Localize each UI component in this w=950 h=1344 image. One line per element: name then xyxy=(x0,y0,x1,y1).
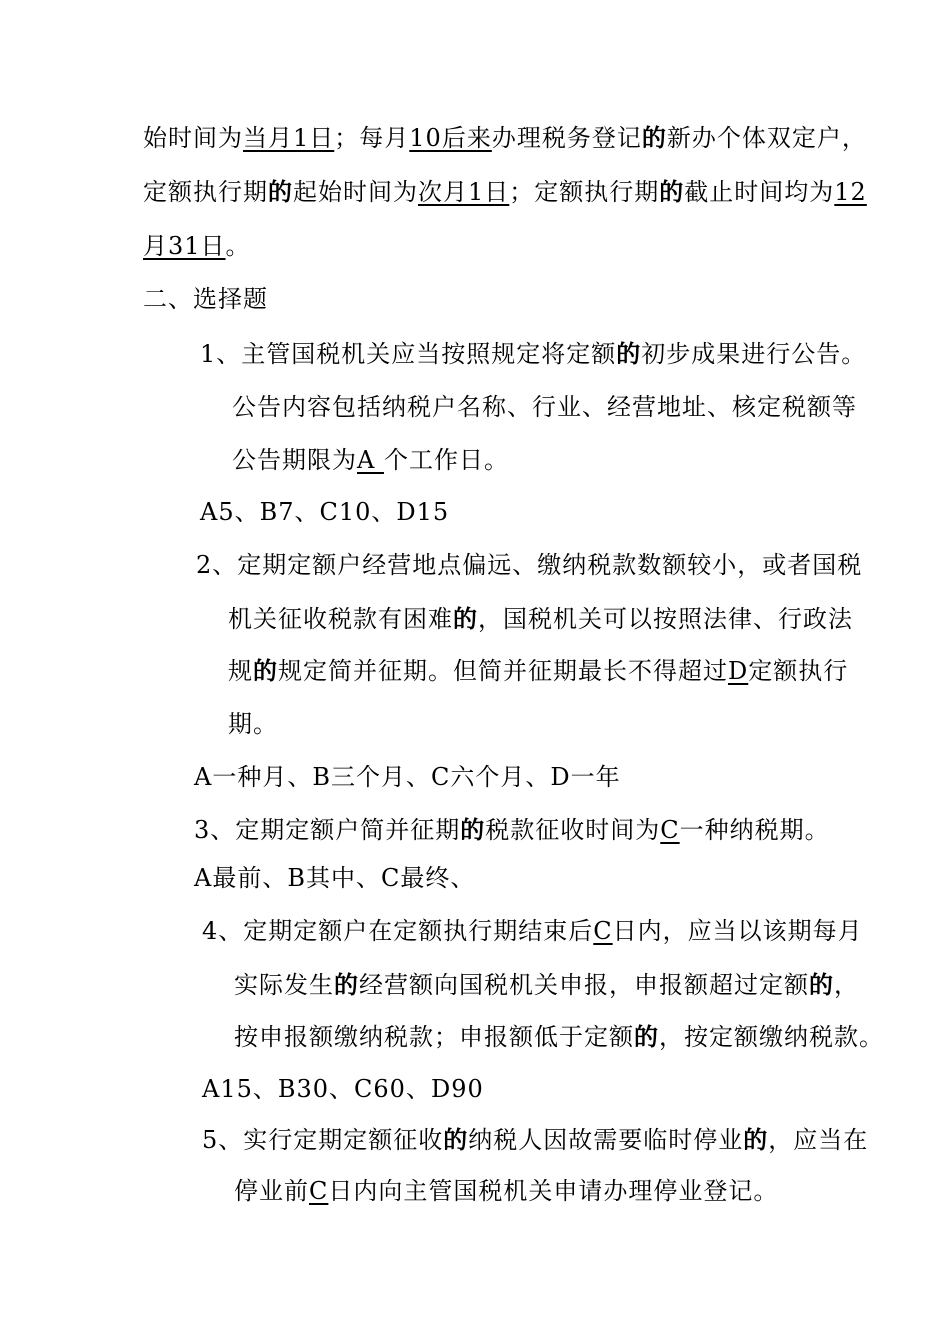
text: ，国税机关可以按照法律、行政法 xyxy=(478,605,853,633)
text: 截止时间均为 xyxy=(684,178,835,206)
underlined-answer: 次月1日 xyxy=(418,178,510,206)
question-1-line-2: 公告内容包括纳税户名称、行业、经营地址、核定税额等 xyxy=(232,393,857,421)
text: ， xyxy=(834,971,859,999)
question-1-options: A5、B7、C10、D15 xyxy=(200,498,450,526)
section-heading: 二、选择题 xyxy=(143,285,268,313)
text: 初步成果进行公告。 xyxy=(641,340,867,368)
bold-text: 的 xyxy=(743,1125,769,1154)
text: 实际发生 xyxy=(234,971,334,999)
underlined-answer: C xyxy=(593,917,613,945)
text: 始时间为 xyxy=(143,124,243,152)
underlined-answer: C xyxy=(660,816,680,844)
text: 公告期限为 xyxy=(232,446,357,474)
text: 停业前 xyxy=(234,1177,309,1205)
question-4-options: A15、B30、C60、D90 xyxy=(202,1075,484,1103)
question-2-line-2 xyxy=(228,603,853,635)
paragraph-line-3 xyxy=(143,230,251,262)
text: 1、主管国税机关应当按照规定将定额 xyxy=(200,340,617,368)
text: 规定简并征期。但简并征期最长不得超过 xyxy=(278,657,728,685)
text: 按申报额缴纳税款；申报额低于定额 xyxy=(234,1023,634,1051)
bold-text: 的 xyxy=(268,177,293,206)
text: ，应当在 xyxy=(768,1126,869,1154)
underlined-answer: A xyxy=(357,446,384,474)
text: 机关征收税款有困难 xyxy=(228,605,453,633)
question-5-line-2 xyxy=(234,1175,778,1207)
question-4-line-2 xyxy=(234,969,859,1001)
bold-text: 的 xyxy=(634,1022,659,1051)
bold-text: 的 xyxy=(453,604,478,633)
underlined-answer: D xyxy=(728,657,749,685)
question-2-line-1: 2、定期定额户经营地点偏远、缴纳税款数额较小，或者国税 xyxy=(196,551,863,579)
text: 新办个体双定户， xyxy=(666,124,867,152)
text: ；定额执行期 xyxy=(509,178,660,206)
text: 4、定期定额户在定额执行期结束后 xyxy=(202,917,594,945)
text: 日内，应当以该期每月 xyxy=(612,917,863,945)
text: 定额执行期 xyxy=(143,178,268,206)
underlined-answer: 当月1日 xyxy=(243,124,335,152)
text: 纳税人因故需要临时停业 xyxy=(468,1126,744,1154)
question-3-options: A最前、B其中、C最终、 xyxy=(194,864,476,892)
question-2-line-3 xyxy=(228,655,848,687)
underlined-answer: C xyxy=(309,1177,329,1205)
text: 经营额向国税机关申报，申报额超过定额 xyxy=(359,971,809,999)
question-1-line-1 xyxy=(200,338,866,370)
text: 办理税务登记 xyxy=(491,124,642,152)
underlined-answer: 月31日 xyxy=(143,232,226,260)
text: 3、定期定额户简并征期 xyxy=(194,816,461,844)
bold-text: 的 xyxy=(659,177,685,206)
bold-text: 的 xyxy=(641,123,667,152)
text: 。 xyxy=(225,232,251,260)
underlined-answer: 12 xyxy=(834,178,867,206)
text: 规 xyxy=(228,657,253,685)
text: 一种纳税期。 xyxy=(679,816,830,844)
text: 日内向主管国税机关申请办理停业登记。 xyxy=(328,1177,779,1205)
question-4-line-1 xyxy=(202,915,863,947)
bold-text: 的 xyxy=(253,656,278,685)
text: 起始时间为 xyxy=(293,178,418,206)
paragraph-line-2 xyxy=(143,176,867,208)
text: 定额执行 xyxy=(748,657,849,685)
question-2-line-4: 期。 xyxy=(228,710,278,738)
question-1-line-3 xyxy=(232,444,509,476)
bold-text: 的 xyxy=(460,815,486,844)
text: 个工作日。 xyxy=(383,446,509,474)
question-3-line-1 xyxy=(194,814,830,846)
text: ；每月 xyxy=(334,124,410,152)
paragraph-line-1 xyxy=(143,122,867,154)
bold-text: 的 xyxy=(334,970,359,999)
text: 5、实行定期定额征收 xyxy=(202,1126,444,1154)
bold-text: 的 xyxy=(443,1125,469,1154)
question-2-options: A一种月、B三个月、C六个月、D一年 xyxy=(194,763,621,791)
question-5-line-1 xyxy=(202,1124,868,1156)
text: ，按定额缴纳税款。 xyxy=(659,1023,884,1051)
bold-text: 的 xyxy=(616,339,642,368)
question-4-line-3 xyxy=(234,1021,884,1053)
underlined-answer: 10后来 xyxy=(409,124,492,152)
bold-text: 的 xyxy=(809,970,834,999)
text: 税款征收时间为 xyxy=(485,816,661,844)
